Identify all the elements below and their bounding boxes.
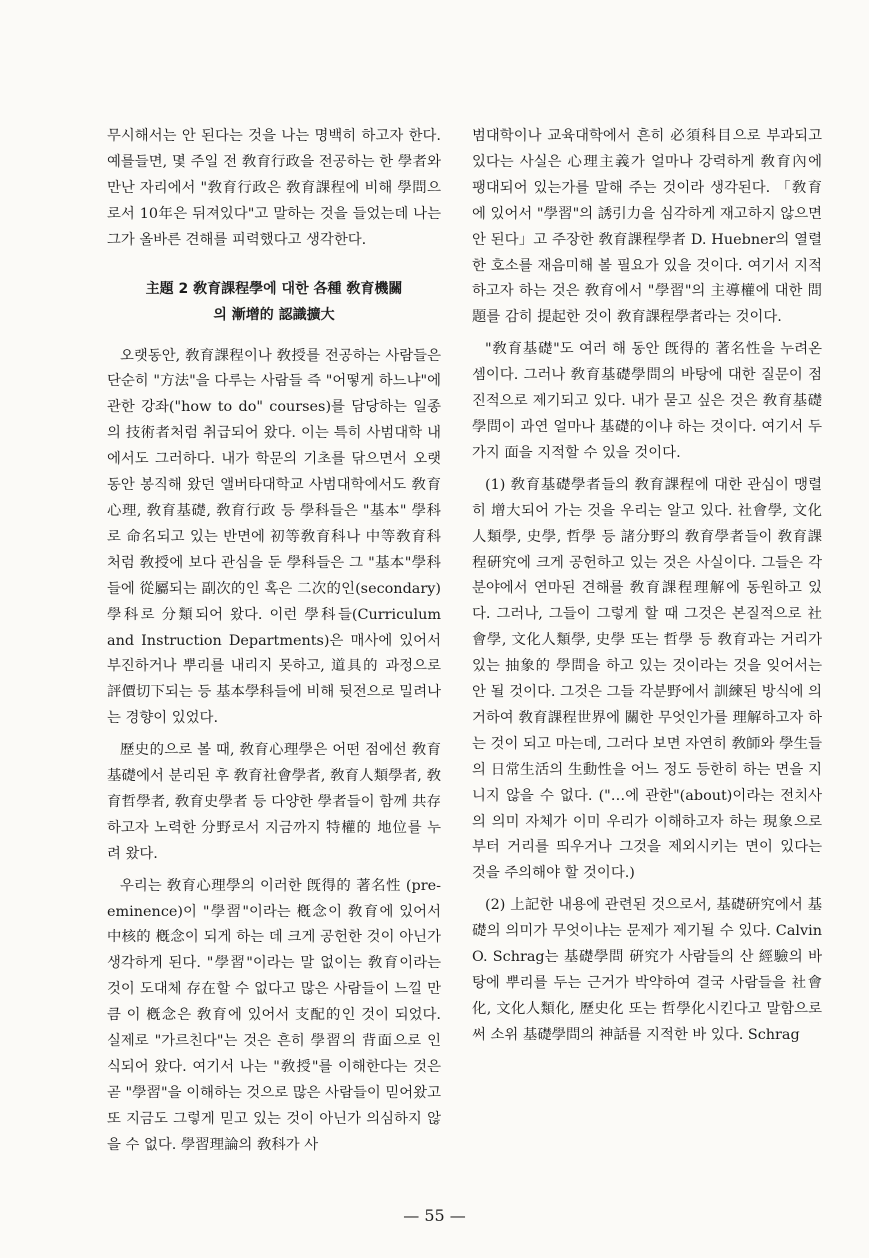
paragraph: 범대학이나 교육대학에서 흔히 必須科目으로 부과되고 있다는 사실은 心理主義가 얼마나 강력하게 敎育內에 팽대되어 있는가를 말해 주는 것이라 생각된다. 「敎育에 있어서 "學習"의 誘引力을 심각하게 재고하지 않으면 안 된다」고 주장한 敎育課程學者 D. Huebner의 열렬한 호소를 재음미해 볼 필요가 있을 것이다. 여기서 지적하고자 하는 것은 敎育에서 "學習"의 主導權에 대한 問題를 감히 提起한 것이 敎育課程學者라는 것이다. <box>472 128 822 326</box>
right-column <box>472 124 822 1049</box>
section-heading <box>107 276 441 328</box>
paragraph: (1) 敎育基礎學者들의 敎育課程에 대한 관심이 맹렬히 增大되어 가는 것을 우리는 알고 있다. 社會學, 文化人類學, 史學, 哲學 등 諸分野의 敎育學者들이 敎育課程硏究에 크게 공헌하고 있는 것은 사실이다. 그들은 각 분야에서 연마된 견해를 敎育課程理解에 동원하고 있다. 그러나, 그들이 그렇게 할 때 그것은 본질적으로 社會學, 文化人類學, 史學 또는 哲學 등 敎育과는 거리가 있는 抽象的 學問을 하고 있는 것이라는 것을 잊어서는 안 될 것이다. 그것은 그들 각분野에서 訓練된 방식에 의거하여 敎育課程世界에 關한 무엇인가를 理解하고자 하는 것이 되고 마는데, 그러다 보면 자연히 敎師와 學生들의 日常生活의 生動性을 어느 정도 등한히 하는 면을 지니지 않을 수 없다. ("…에 관한"(about)이라는 전치사의 의미 자체가 이미 우리가 이해하고자 하는 現象으로부터 거리를 띄우거나 그것을 제외시키는 면이 있다는 것을 주의해야 할 것이다.) <box>472 476 822 882</box>
paragraph: (2) 上記한 내용에 관련된 것으로서, 基礎硏究에서 基礎의 의미가 무엇이냐는 문제가 제기될 수 있다. Calvin O. Schrag는 基礎學問 硏究가 사람들의 산 經驗의 바탕에 뿌리를 두는 근거가 박약하여 결국 사람들을 社會化, 文化人類化, 歷史化 또는 哲學化시킨다고 말함으로써 소위 基礎學問의 神話를 지적한 바 있다. Schrag <box>472 897 822 1043</box>
paragraph: 무시해서는 안 된다는 것을 나는 명백히 하고자 한다. 예를들면, 몇 주일 전 敎育行政을 전공하는 한 學者와 만난 자리에서 "敎育行政은 敎育課程에 비해 學問으로서 10年은 뒤져있다"고 말하는 것을 들었는데 나는 그가 올바른 견해를 피력했다고 생각한다. <box>107 128 441 248</box>
paragraph: "敎育基礎"도 여러 해 동안 旣得的 著名性을 누려온 셈이다. 그러나 敎育基礎學問의 바탕에 대한 질문이 점진적으로 제기되고 있다. 내가 묻고 싶은 것은 敎育基礎學問이 과연 얼마나 基礎的이냐 하는 것이다. 여기서 두 가지 面을 지적할 수 있을 것이다. <box>472 341 822 461</box>
paragraph: 오랫동안, 敎育課程이나 敎授를 전공하는 사람들은 단순히 "方法"을 다루는 사람들 즉 "어떻게 하느냐"에 관한 강좌("how to do" courses)를 담당하는 일종의 技術者처럼 취급되어 왔다. 이는 특히 사범대학 내에서도 그러하다. 내가 학문의 기초를 닦으면서 오랫동안 봉직해 왔던 앨버타대학교 사범대학에서도 敎育心理, 敎育基礎, 敎育行政 등 學科들은 "基本" 學科로 命名되고 있는 반면에 初等敎育科나 中等敎育科처럼 敎授에 보다 관심을 둔 學科들은 그 "基本"學科들에 從屬되는 副次的인 혹은 二次的인(secondary) 學科로 分類되어 왔다. 이런 學科들(Curriculum and Instruction Departments)은 매사에 있어서 부진하거나 뿌리를 내리지 못하고, 道具的 과정으로 評價切下되는 등 基本學科들에 비해 뒷전으로 밀려나는 경향이 있었다. <box>107 347 441 727</box>
page-number: — 55 — <box>403 1206 466 1225</box>
section-heading-line: 主題 2 敎育課程學에 대한 各種 敎育機關 <box>145 280 403 297</box>
section-heading-line: 의 漸增的 認識擴大 <box>213 306 335 323</box>
paragraph: 우리는 敎育心理學의 이러한 旣得的 著名性 (pre-eminence)이 "學習"이라는 槪念이 敎育에 있어서 中核的 槪念이 되게 하는 데 크게 공헌한 것이 아닌가 생각하게 된다. "學習"이라는 말 없이는 敎育이라는 것이 도대체 存在할 수 없다고 많은 사람들이 느낄 만큼 이 槪念은 敎育에 있어서 支配的인 것이 되었다. 실제로 "가르친다"는 것은 흔히 學習의 背面으로 인식되어 왔다. 여기서 나는 "敎授"를 이해한다는 것은 곧 "學習"을 이해하는 것으로 많은 사람들이 믿어왔고 또 지금도 그렇게 믿고 있는 것이 아닌가 의심하지 않을 수 없다. 學習理論의 敎科가 사 <box>107 877 441 1153</box>
paragraph: 歷史的으로 볼 때, 敎育心理學은 어떤 점에선 敎育基礎에서 분리된 후 敎育社會學者, 敎育人類學者, 敎育哲學者, 敎育史學者 등 다양한 學者들이 함께 共存하고자 노력한 分野로서 지금까지 特權的 地位를 누려 왔다. <box>107 742 441 862</box>
left-column <box>107 124 441 1159</box>
